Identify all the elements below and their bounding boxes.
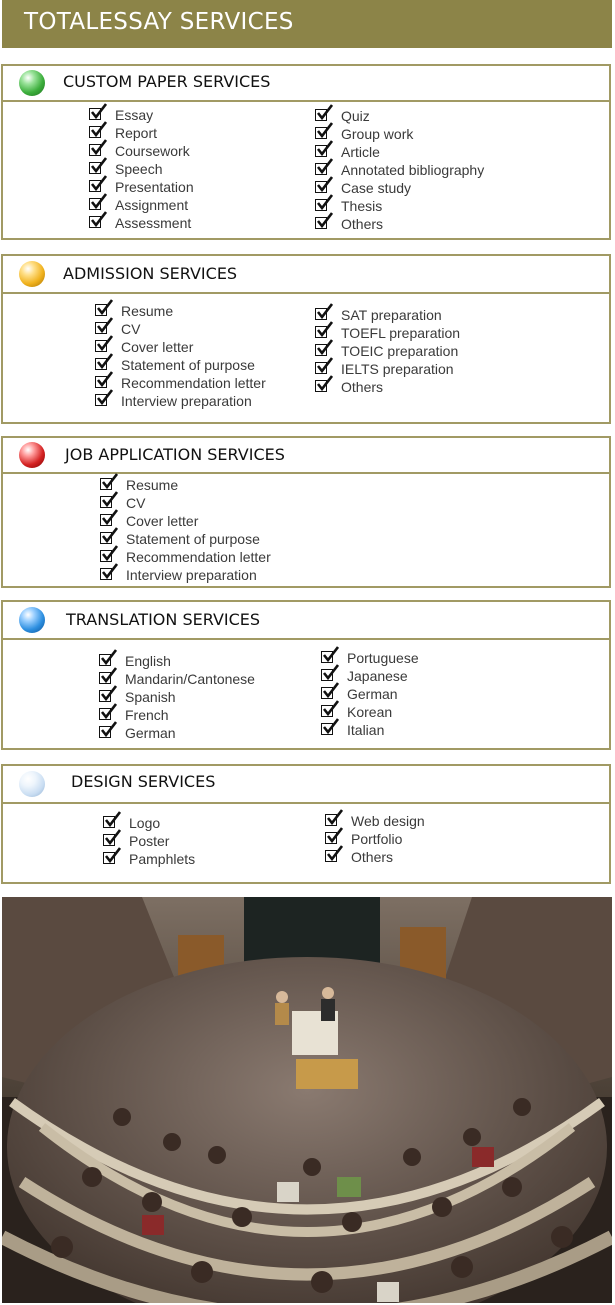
- checkbox-checked-icon: [321, 705, 333, 717]
- light-blue-orb-icon: [19, 771, 45, 797]
- checkbox-checked-icon: [321, 723, 333, 735]
- list-item: Others: [315, 378, 460, 396]
- checkbox-checked-icon: [321, 669, 333, 681]
- checkbox-checked-icon: [315, 199, 327, 211]
- list-item: Speech: [89, 160, 194, 178]
- checkbox-checked-icon: [99, 672, 111, 684]
- checkbox-checked-icon: [100, 532, 112, 544]
- service-list-right: [315, 107, 484, 233]
- list-item: CV: [95, 320, 266, 338]
- list-item: Group work: [315, 125, 484, 143]
- list-item: Logo: [103, 814, 195, 832]
- service-list-right: [315, 306, 460, 396]
- list-item: Resume: [95, 302, 266, 320]
- list-item: Pamphlets: [103, 850, 195, 868]
- list-item: German: [321, 685, 419, 703]
- service-list-left: [89, 106, 194, 232]
- checkbox-checked-icon: [315, 163, 327, 175]
- list-item: Spanish: [99, 688, 255, 706]
- list-item: Report: [89, 124, 194, 142]
- section-header: [3, 256, 609, 294]
- checkbox-checked-icon: [95, 304, 107, 316]
- page-title: TOTALESSAY SERVICES: [24, 9, 294, 35]
- list-item: German: [99, 724, 255, 742]
- checkbox-checked-icon: [100, 496, 112, 508]
- list-item: Others: [315, 215, 484, 233]
- list-item: Mandarin/Cantonese: [99, 670, 255, 688]
- service-list: [100, 476, 271, 584]
- section-title: JOB APPLICATION SERVICES: [65, 445, 285, 464]
- checkbox-checked-icon: [89, 216, 101, 228]
- checkbox-checked-icon: [89, 126, 101, 138]
- list-item: Recommendation letter: [95, 374, 266, 392]
- checkbox-checked-icon: [321, 651, 333, 663]
- section-header: [3, 66, 609, 102]
- list-item: TOEFL preparation: [315, 324, 460, 342]
- section-header: [3, 438, 609, 474]
- list-item: Resume: [100, 476, 271, 494]
- checkbox-checked-icon: [315, 109, 327, 121]
- list-item: Recommendation letter: [100, 548, 271, 566]
- checkbox-checked-icon: [325, 814, 337, 826]
- checkbox-checked-icon: [103, 852, 115, 864]
- list-item: Essay: [89, 106, 194, 124]
- checkbox-checked-icon: [315, 145, 327, 157]
- checkbox-checked-icon: [89, 144, 101, 156]
- checkbox-checked-icon: [315, 308, 327, 320]
- list-item: Korean: [321, 703, 419, 721]
- checkbox-checked-icon: [315, 326, 327, 338]
- checkbox-checked-icon: [99, 690, 111, 702]
- list-item: CV: [100, 494, 271, 512]
- service-list-left: [99, 652, 255, 742]
- checkbox-checked-icon: [99, 708, 111, 720]
- service-list-left: [95, 302, 266, 410]
- list-item: Statement of purpose: [95, 356, 266, 374]
- list-item: Web design: [325, 812, 425, 830]
- checkbox-checked-icon: [103, 834, 115, 846]
- section-custom-paper-services: [1, 64, 611, 240]
- list-item: Interview preparation: [95, 392, 266, 410]
- list-item: Japanese: [321, 667, 419, 685]
- checkbox-checked-icon: [315, 380, 327, 392]
- list-item: Presentation: [89, 178, 194, 196]
- list-item: Thesis: [315, 197, 484, 215]
- checkbox-checked-icon: [89, 108, 101, 120]
- checkbox-checked-icon: [95, 376, 107, 388]
- list-item: Assignment: [89, 196, 194, 214]
- blue-orb-icon: [19, 607, 45, 633]
- list-item: IELTS preparation: [315, 360, 460, 378]
- checkbox-checked-icon: [315, 362, 327, 374]
- list-item: Italian: [321, 721, 419, 739]
- list-item: Coursework: [89, 142, 194, 160]
- list-item: Annotated bibliography: [315, 161, 484, 179]
- page-header: [2, 0, 612, 48]
- checkbox-checked-icon: [100, 568, 112, 580]
- list-item: English: [99, 652, 255, 670]
- checkbox-checked-icon: [89, 162, 101, 174]
- section-design-services: [1, 764, 611, 884]
- list-item: Portfolio: [325, 830, 425, 848]
- lecture-hall-photo: [2, 897, 612, 1303]
- list-item: Quiz: [315, 107, 484, 125]
- red-orb-icon: [19, 442, 45, 468]
- section-title: CUSTOM PAPER SERVICES: [63, 72, 271, 91]
- section-job-application-services: [1, 436, 611, 588]
- list-item: Interview preparation: [100, 566, 271, 584]
- section-title: DESIGN SERVICES: [71, 772, 216, 791]
- section-header: [3, 602, 609, 640]
- section-header: [3, 766, 609, 804]
- yellow-orb-icon: [19, 261, 45, 287]
- checkbox-checked-icon: [103, 816, 115, 828]
- checkbox-checked-icon: [95, 322, 107, 334]
- checkbox-checked-icon: [325, 850, 337, 862]
- green-orb-icon: [19, 70, 45, 96]
- section-title: TRANSLATION SERVICES: [66, 610, 261, 629]
- checkbox-checked-icon: [315, 181, 327, 193]
- list-item: Statement of purpose: [100, 530, 271, 548]
- list-item: Portuguese: [321, 649, 419, 667]
- service-list-left: [103, 814, 195, 868]
- checkbox-checked-icon: [325, 832, 337, 844]
- section-title: ADMISSION SERVICES: [63, 264, 238, 283]
- checkbox-checked-icon: [100, 478, 112, 490]
- list-item: SAT preparation: [315, 306, 460, 324]
- lecture-hall-illustration: [2, 897, 612, 1303]
- checkbox-checked-icon: [89, 180, 101, 192]
- section-translation-services: [1, 600, 611, 750]
- list-item: Assessment: [89, 214, 194, 232]
- list-item: Cover letter: [95, 338, 266, 356]
- checkbox-checked-icon: [315, 217, 327, 229]
- checkbox-checked-icon: [95, 340, 107, 352]
- list-item: Case study: [315, 179, 484, 197]
- checkbox-checked-icon: [100, 550, 112, 562]
- list-item: Others: [325, 848, 425, 866]
- checkbox-checked-icon: [99, 654, 111, 666]
- checkbox-checked-icon: [321, 687, 333, 699]
- service-list-right: [325, 812, 425, 866]
- checkbox-checked-icon: [95, 358, 107, 370]
- checkbox-checked-icon: [89, 198, 101, 210]
- list-item: Article: [315, 143, 484, 161]
- checkbox-checked-icon: [315, 127, 327, 139]
- list-item: French: [99, 706, 255, 724]
- list-item: Cover letter: [100, 512, 271, 530]
- list-item: Poster: [103, 832, 195, 850]
- checkbox-checked-icon: [315, 344, 327, 356]
- service-list-right: [321, 649, 419, 739]
- list-item: TOEIC preparation: [315, 342, 460, 360]
- checkbox-checked-icon: [100, 514, 112, 526]
- checkbox-checked-icon: [95, 394, 107, 406]
- section-admission-services: [1, 254, 611, 424]
- checkbox-checked-icon: [99, 726, 111, 738]
